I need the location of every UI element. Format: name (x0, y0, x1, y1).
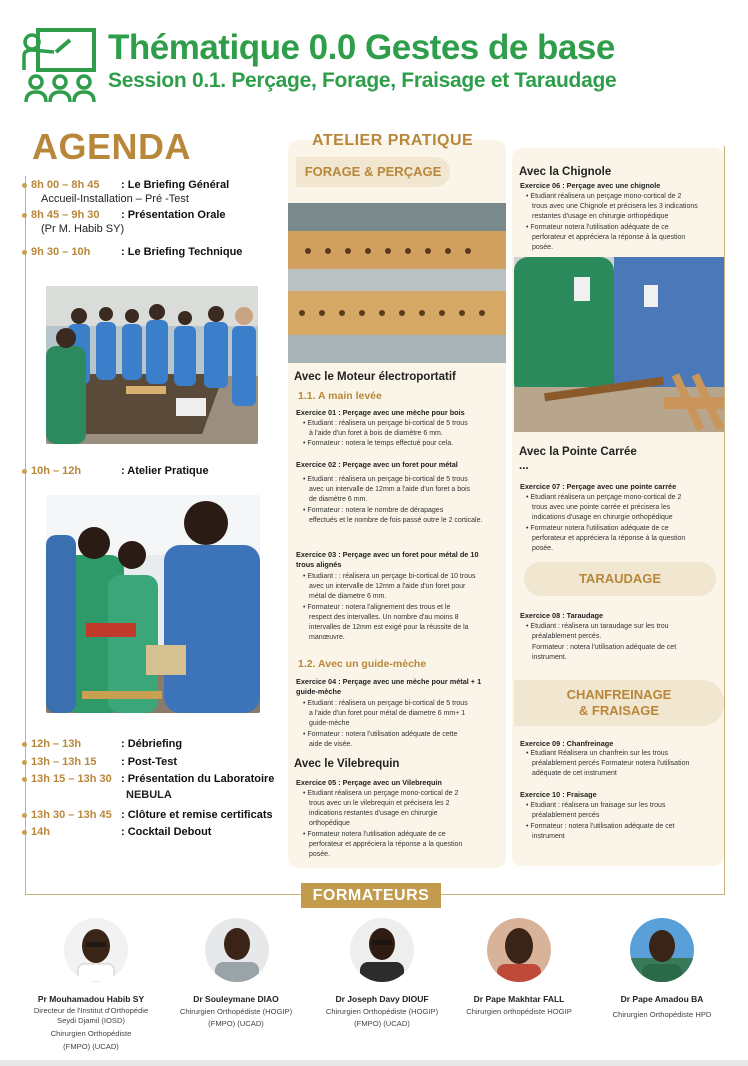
chignole-photo (514, 257, 724, 432)
trainer-role: Chirurgien Orthopédiste HPD (612, 1010, 712, 1019)
exercise-02-line: • Formateur : notera le nombre de dérapages (303, 507, 444, 514)
trainer-role: Seydi Djamil (IOSD) (57, 1016, 125, 1025)
page-subtitle: Session 0.1. Perçage, Forage, Fraisage et Taraudage (108, 69, 617, 92)
exercise-04-line: • Formateur : notera l'utilisation adéquate de cette (303, 731, 458, 738)
avatar (487, 918, 551, 982)
trainer-role: Chirurgien orthopédiste HOGIP (466, 1007, 572, 1016)
moteur-heading: Avec le Moteur électroportatif (294, 371, 456, 383)
trainer-name: Pr Mouhamadou Habib SY (37, 994, 145, 1004)
exercise-09-line: • Etudiant Réalisera un chanfrein sur les trous (526, 750, 669, 757)
exercise-08-line: • Etudiant : réalisera un taraudage sur les trou (526, 623, 669, 630)
briefing-photo (46, 286, 258, 444)
exercise-08-line: Formateur : notera l'utilisation adéquate de cet (532, 644, 677, 651)
exercise-10-title: Exercice 10 : Fraisage (520, 790, 597, 799)
agenda-sub-accueil: Accueil-Installation – Pré -Test (41, 193, 189, 205)
trainer-role: Chirurgien Orthopédiste (HOGIP) (179, 1007, 293, 1016)
exercise-10-line: préalablement percés (532, 812, 600, 819)
exercise-06-line: perforateur et appréciera la réponse à la question (532, 234, 686, 241)
exercise-07-line: indications d'usage en chirurgie orthopédique (532, 514, 673, 521)
trainer-role: (FMPO) (UCAD) (63, 1042, 119, 1051)
agenda-item: 12h – 13h : Débriefing (22, 737, 182, 751)
trainer-name: Dr Souleymane DIAO (193, 994, 279, 1004)
exercise-05-line: indications restantes d'usage en chirurgie (309, 810, 438, 817)
agenda-item: 8h 45 – 9h 30 : Présentation Orale (22, 208, 226, 222)
frame-left-line (25, 176, 26, 894)
guide-meche-heading: 1.2. Avec un guide-mèche (298, 658, 427, 670)
exercise-01-title: Exercice 01 : Perçage avec une mèche pour bois (296, 408, 465, 417)
workshop-photo (46, 495, 260, 713)
trainer-role: (FMPO) (UCAD) (354, 1019, 410, 1028)
exercise-03-title: Exercice 03 : Perçage avec un foret pour métal de 10 (296, 550, 479, 559)
avatar (630, 918, 694, 982)
avatar (350, 918, 414, 982)
exercise-07-line: • Formateur notera l'utilisation adéquate de ce (526, 525, 669, 532)
exercise-07-line: posée. (532, 545, 554, 552)
exercise-05-line: perforateur et appréciera la réponse a la question (309, 841, 463, 848)
agenda-item: 14h : Cocktail Debout (22, 825, 211, 839)
formateurs-title: FORMATEURS (301, 883, 441, 908)
main-levee-heading: 1.1. A main levée (298, 390, 382, 402)
vilebrequin-heading: Avec le Vilebrequin (294, 758, 400, 770)
exercise-09-line: préalablement percés Formateur notera l'utilisation (532, 760, 690, 767)
section-forage-percage: FORAGE & PERÇAGE (296, 157, 450, 187)
exercise-04-line: aide de visée. (309, 741, 353, 748)
avatar (205, 918, 269, 982)
atelier-title: ATELIER PRATIQUE (312, 132, 474, 149)
exercise-06-line: • Etudiant réalisera un perçage mono-cortical de 2 (526, 193, 682, 200)
exercise-07-title: Exercice 07 : Perçage avec une pointe carrée (520, 482, 677, 491)
exercise-05-title: Exercice 05 : Perçage avec un Vilebrequin (296, 778, 442, 787)
exercise-08-line: préalablement percés. (532, 633, 602, 640)
chanfreinage-label: CHANFREINAGE (566, 687, 672, 702)
fraisage-label: & FRAISAGE (578, 703, 660, 718)
exercise-06-line: trous avec une Chignole et précisera les 3 indications (532, 203, 698, 210)
footer-bar (0, 1060, 748, 1066)
exercise-05-line: • Etudiant réalisera un perçage mono-cortical de 2 (303, 790, 459, 797)
drilled-bone-photo (288, 203, 506, 363)
exercise-03-line: métal de diametre 6 mm. (309, 593, 387, 600)
exercise-04-line: • Etudiant : réalisera un perçage bi-cortical de 5 trous (303, 700, 468, 707)
agenda-item: 13h – 13h 15 : Post-Test (22, 755, 177, 769)
exercise-01-line: à l'aide d'un foret à bois de diamètre 6 mm. (309, 430, 443, 437)
agenda-item: 8h 00 – 8h 45 : Le Briefing Général (22, 178, 229, 192)
exercise-05-line: orthopédique (309, 820, 350, 827)
exercise-10-line: • Etudiant : réalisera un fraisage sur les trous (526, 802, 666, 809)
exercise-03-title: trous alignés (296, 560, 342, 569)
frame-right-line (724, 146, 725, 895)
exercise-04-line: a l'aide d'un foret pour métal de diametre 6 mm+ 1 (309, 710, 466, 717)
pointe-carree-heading: Avec la Pointe Carrée (519, 446, 637, 458)
exercise-02-line: avec un intervalle de 12mm a l'aide d'un foret a bois (309, 486, 471, 493)
trainer-role: Directeur de l'Institut d'Orthopédie (33, 1006, 149, 1015)
agenda-item: 9h 30 – 10h : Le Briefing Technique (22, 245, 242, 259)
section-chanfreinage-fraisage (514, 680, 724, 726)
agenda-item: 13h 30 – 13h 45 : Clôture et remise certificats (22, 808, 273, 822)
exercise-04-title: guide-mèche (296, 687, 342, 696)
exercise-03-line: avec un intervalle de 12mm a l'aide d'un foret pour (309, 583, 466, 590)
exercise-05-line: trous avec un le vilebrequin et précisera les 2 (309, 800, 450, 807)
trainer-role: Chirurgien Orthopédiste (50, 1029, 132, 1038)
chignole-heading: Avec la Chignole (519, 166, 612, 178)
exercise-04-line: guide-mèche (309, 720, 350, 727)
pointe-carree-ellipsis: ... (519, 460, 529, 472)
exercise-05-line: • Formateur notera l'utilisation adéquate de ce (303, 831, 446, 838)
exercise-04-title: Exercice 04 : Perçage avec une mèche pour métal + 1 (296, 677, 482, 686)
agenda-sub-nebula: NEBULA (126, 789, 172, 801)
agenda-sub-presenter: (Pr M. Habib SY) (41, 223, 125, 235)
exercise-02-line: effectués et le nombre de fois passé outre le 2 corticale. (309, 517, 483, 524)
exercise-01-line: • Formateur : notera le temps effectué pour cela. (303, 440, 454, 447)
trainer-name: Dr Pape Makhtar FALL (473, 994, 565, 1004)
exercise-08-title: Exercice 08 : Taraudage (520, 611, 604, 620)
trainer-name: Dr Pape Amadou BA (620, 994, 704, 1004)
exercise-06-line: posée. (532, 244, 554, 251)
trainer-role: (FMPO) (UCAD) (208, 1019, 264, 1028)
exercise-03-line: intervalles de 12mm est exigé pour la réussite de la (309, 624, 469, 631)
classroom-icon (22, 28, 100, 104)
exercise-02-line: • Etudiant : réalisera un perçage bi-cortical de 5 trous (303, 476, 468, 483)
exercise-09-title: Exercice 09 : Chanfreinage (520, 739, 614, 748)
exercise-03-line: • Formateur : notera l'alignement des trous et le (303, 604, 451, 611)
agenda-item: 10h – 12h : Atelier Pratique (22, 464, 209, 478)
exercise-06-line: • Formateur notera l'utilisation adéquate de ce (526, 224, 669, 231)
exercise-05-line: posée. (309, 851, 331, 858)
exercise-10-line: • Formateur : notera l'utilisation adéquate de cet (526, 823, 675, 830)
exercise-02-line: de diamètre 6 mm. (309, 496, 368, 503)
exercise-07-line: trous avec une pointe carrée et précisera les (532, 504, 671, 511)
exercise-06-line: restantes d'usage en chirurgie orthopédique (532, 213, 669, 220)
trainer-name: Dr Joseph Davy DIOUF (335, 994, 429, 1004)
exercise-03-line: respect des intervalles. Un nombre d'au moins 8 (309, 614, 459, 621)
exercise-08-line: instrument. (532, 654, 567, 661)
agenda-title: AGENDA (32, 126, 192, 167)
exercise-03-line: manœuvre. (309, 634, 345, 641)
section-taraudage: TARAUDAGE (524, 562, 716, 596)
exercise-02-title: Exercice 02 : Perçage avec un foret pour métal (296, 460, 458, 469)
exercise-09-line: adéquate de cet instrument (532, 770, 617, 777)
exercise-06-title: Exercice 06 : Perçage avec une chignole (520, 181, 661, 190)
agenda-item: 13h 15 – 13h 30 : Présentation du Laboratoire (22, 772, 274, 786)
exercise-10-line: instrument (532, 833, 565, 840)
trainer-role: Chirurgien Orthopédiste (HOGIP) (325, 1007, 439, 1016)
exercise-07-line: perforateur et appréciera la réponse à la question (532, 535, 686, 542)
exercise-07-line: • Etudiant réalisera un perçage mono-cortical de 2 (526, 494, 682, 501)
exercise-03-line: • Etudiant : : réalisera un perçage bi-cortical de 10 trous (303, 573, 476, 580)
exercise-01-line: • Etudiant : réalisera un perçage bi-cortical de 5 trous (303, 420, 468, 427)
page-title: Thématique 0.0 Gestes de base (108, 28, 615, 67)
avatar (64, 918, 128, 982)
